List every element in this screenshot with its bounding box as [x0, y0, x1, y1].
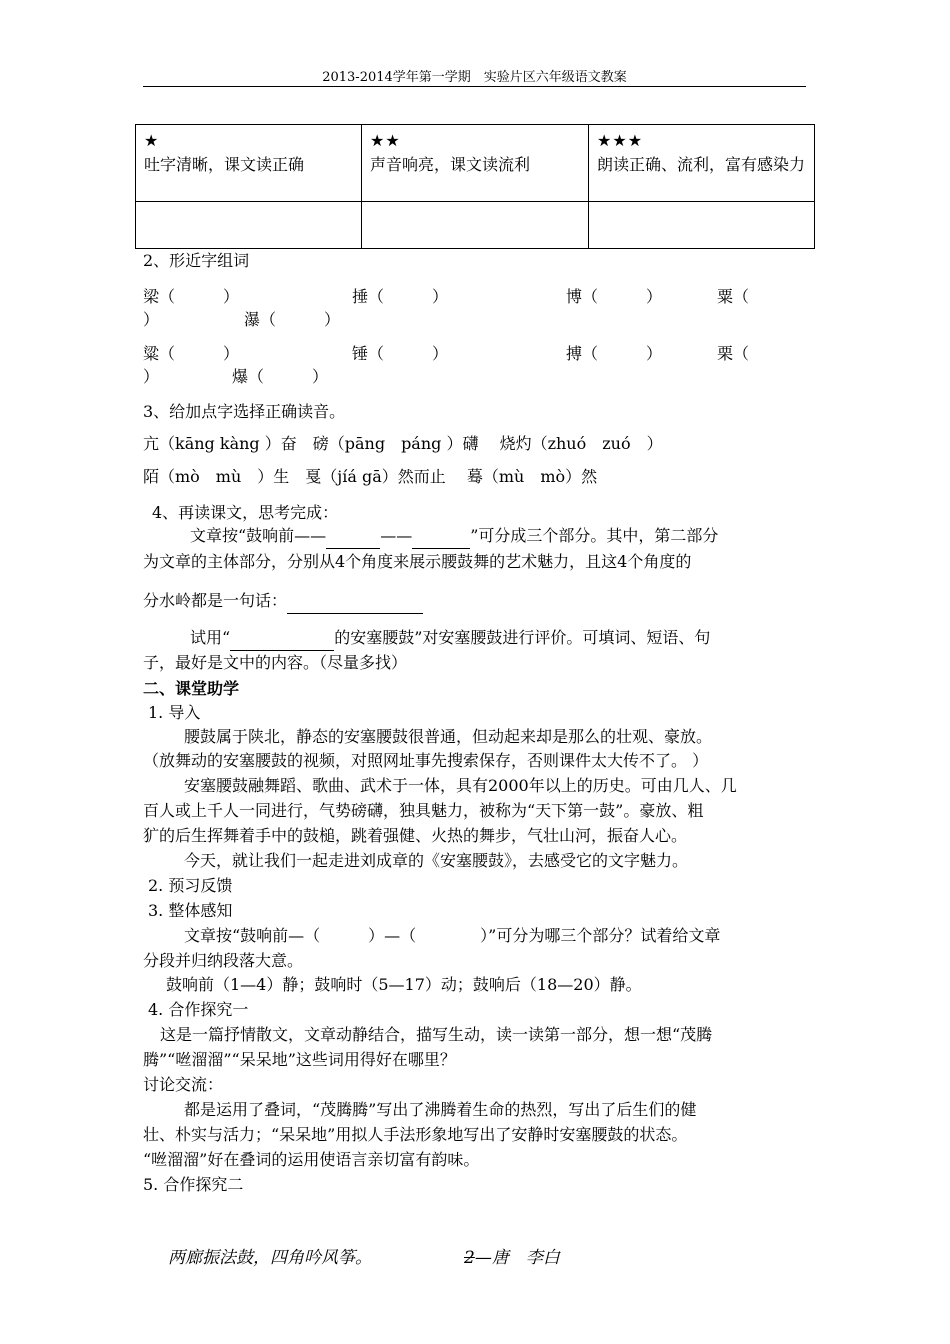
sub-heading: 5. 合作探究二	[143, 1175, 244, 1194]
word-item: 捶（ ）	[352, 287, 449, 306]
fill-blank[interactable]	[412, 524, 470, 549]
star-rating-1: ★	[144, 131, 160, 150]
paragraph-line: 试用“ 的安塞腰鼓”对安塞腰鼓进行评价。可填词、短语、句	[190, 626, 710, 651]
eval-cell-2	[362, 125, 589, 202]
paragraph-line: 安塞腰鼓融舞蹈、歌曲、武术于一体，具有2000年以上的历史。可由几人、几	[184, 776, 737, 795]
paragraph-line: 鼓响前（1—4）静；鼓响时（5—17）动；鼓响后（18—20）静。	[166, 975, 642, 994]
section-title: 4、再读课文，思考完成：	[152, 503, 339, 522]
word-item: 爆（ ）	[232, 367, 329, 386]
reading-evaluation-table	[135, 124, 815, 249]
star-rating-3: ★★★	[597, 131, 644, 150]
footer-author: —唐 李白	[474, 1248, 560, 1268]
word-item: ）	[143, 310, 160, 329]
word-item: 栗（	[717, 344, 750, 363]
paragraph-line: 分段并归纳段落大意。	[143, 951, 304, 970]
sub-heading: 3. 整体感知	[148, 901, 233, 920]
eval-cell-1	[136, 125, 362, 202]
word-item: ）	[143, 367, 160, 386]
word-item: 瀑（ ）	[244, 310, 341, 329]
eval-desc-2: 声音响亮，课文读流利	[370, 155, 531, 174]
paragraph-line: 分水岭都是一句话：	[143, 589, 423, 614]
fill-blank[interactable]	[230, 626, 334, 651]
word-item: 锤（ ）	[352, 344, 449, 363]
score-cell-2[interactable]	[362, 202, 589, 249]
paragraph-line: 犷的后生挥舞着手中的鼓槌，跳着强健、火热的舞步，气壮山河，振奋人心。	[143, 826, 688, 845]
sub-heading: 2. 预习反馈	[148, 876, 233, 895]
paragraph-line: “咝溜溜”好在叠词的运用使语言亲切富有韵味。	[143, 1150, 480, 1169]
word-item: 搏（ ）	[566, 344, 663, 363]
paragraph-line: 都是运用了叠词，“茂腾腾”写出了沸腾着生命的热烈，写出了后生们的健	[184, 1100, 697, 1119]
paragraph-line: 腰鼓属于陕北，静态的安塞腰鼓很普通，但动起来却是那么的壮观、豪放。	[184, 727, 713, 746]
footer-attribution	[464, 1243, 560, 1268]
word-item: 粱（ ）	[143, 344, 240, 363]
word-item: 粟（	[717, 287, 750, 306]
pinyin-line: 陌（mò mù ）生 戛（jíá gā）然而止 蓦（mù mò）然	[143, 467, 598, 486]
eval-cell-3	[589, 125, 815, 202]
paragraph-line: 腾”“咝溜溜”“呆呆地”这些词用得好在哪里？	[143, 1050, 456, 1069]
paragraph-line: （放舞动的安塞腰鼓的视频，对照网址事先搜索保存，否则课件太大传不了。 ）	[143, 751, 709, 770]
footer-quote: 两廊振法鼓，四角吟风筝。	[168, 1248, 372, 1268]
pinyin-line: 亢（kāng kàng ）奋 磅（pāng páng ）礴 烧灼（zhuó zuó ）	[143, 434, 663, 453]
star-rating-2: ★★	[370, 131, 401, 150]
section-title: 2、形近字组词	[143, 251, 250, 270]
paragraph-line: 今天，就让我们一起走进刘成章的《安塞腰鼓》，去感受它的文字魅力。	[184, 851, 689, 870]
sub-heading: 1. 导入	[148, 703, 201, 722]
score-cell-3[interactable]	[589, 202, 815, 249]
word-item: 梁（ ）	[143, 287, 240, 306]
eval-desc-1: 吐字清晰，课文读正确	[144, 155, 305, 174]
page-header: 2013-2014学年第一学期 实验片区六年级语文教案	[322, 70, 627, 85]
eval-desc-3: 朗读正确、流利，富有感染力	[597, 155, 806, 174]
sub-heading: 4. 合作探究一	[148, 1000, 249, 1019]
paragraph-line: 这是一篇抒情散文，文章动静结合，描写生动，读一读第一部分，想一想“茂腾	[160, 1025, 713, 1044]
paragraph-line: 百人或上千人一同进行，气势磅礴，独具魅力，被称为“天下第一鼓”。豪放、粗	[143, 801, 704, 820]
word-item: 博（ ）	[566, 287, 663, 306]
section-heading: 二、课堂助学	[143, 679, 240, 698]
paragraph-line: 文章按“鼓响前—（ ）—（ ）”可分为哪三个部分？试着给文章	[184, 926, 721, 945]
paragraph-line: 为文章的主体部分，分别从4个角度来展示腰鼓舞的艺术魅力，且这4个角度的	[143, 552, 692, 571]
fill-blank[interactable]	[287, 589, 423, 614]
paragraph-line: 子，最好是文中的内容。（尽量多找）	[143, 653, 408, 672]
paragraph-line: 文章按“鼓响前—— —— ”可分成三个部分。其中，第二部分	[190, 524, 718, 549]
paragraph-line: 壮、朴实与活力；“呆呆地”用拟人手法形象地写出了安静时安塞腰鼓的状态。	[143, 1125, 688, 1144]
page-number: 2	[464, 1248, 475, 1268]
score-cell-1[interactable]	[136, 202, 362, 249]
section-title: 3、给加点字选择正确读音。	[143, 402, 346, 421]
paragraph-line: 讨论交流：	[143, 1075, 224, 1094]
header-rule	[143, 86, 806, 87]
fill-blank[interactable]	[326, 524, 380, 549]
